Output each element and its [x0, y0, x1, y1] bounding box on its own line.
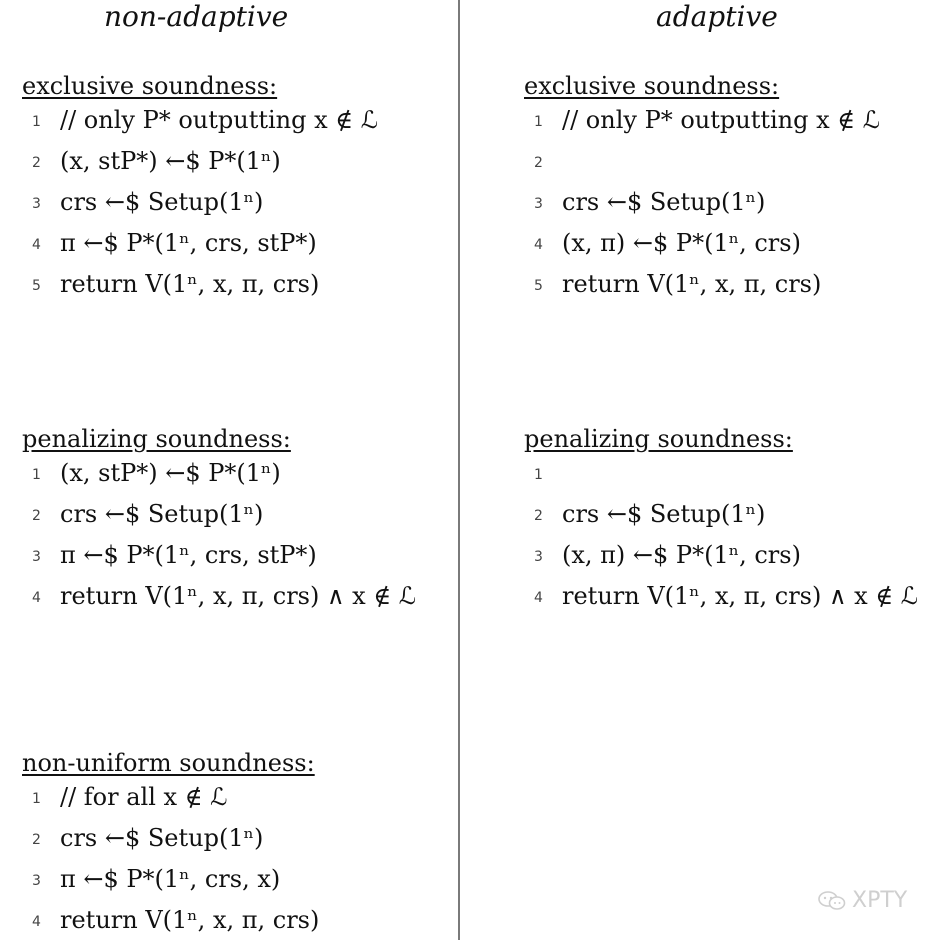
- code-text: (x, stP*) ←$ P*(1ⁿ): [60, 147, 281, 175]
- line-number: 1: [32, 791, 41, 807]
- code-text: return V(1ⁿ, x, π, crs): [60, 906, 320, 934]
- code-text: crs ←$ Setup(1ⁿ): [562, 500, 766, 528]
- code-line: [22, 141, 442, 182]
- right-exclusive-soundness: [524, 72, 944, 305]
- code-text: crs ←$ Setup(1ⁿ): [60, 188, 264, 216]
- code-line: [524, 100, 944, 141]
- line-number: 2: [534, 508, 543, 524]
- code-text: return V(1ⁿ, x, π, crs) ∧ x ∉ ℒ: [562, 582, 919, 610]
- code-text: // for all x ∉ ℒ: [60, 783, 228, 811]
- code-line: [524, 141, 944, 182]
- code-text: (x, stP*) ←$ P*(1ⁿ): [60, 459, 281, 487]
- code-line: [524, 264, 944, 305]
- code-lines: [22, 100, 442, 305]
- code-text: return V(1ⁿ, x, π, crs): [562, 270, 822, 298]
- code-text: return V(1ⁿ, x, π, crs) ∧ x ∉ ℒ: [60, 582, 417, 610]
- code-line: [22, 182, 442, 223]
- line-number: 4: [534, 237, 543, 253]
- code-text: (x, π) ←$ P*(1ⁿ, crs): [562, 541, 801, 569]
- right-penalizing-soundness: [524, 425, 944, 617]
- line-number: 2: [534, 155, 543, 171]
- watermark-text: XPTY: [852, 888, 908, 913]
- line-number: 4: [534, 590, 543, 606]
- line-number: 1: [32, 114, 41, 130]
- code-lines: [22, 453, 442, 617]
- code-text: return V(1ⁿ, x, π, crs): [60, 270, 320, 298]
- code-line: [22, 777, 442, 818]
- section-title: exclusive soundness:: [22, 72, 278, 100]
- left-exclusive-soundness: [22, 72, 442, 305]
- code-text: (x, π) ←$ P*(1ⁿ, crs): [562, 229, 801, 257]
- line-number: 1: [534, 467, 543, 483]
- line-number: 3: [534, 196, 543, 212]
- line-number: 2: [32, 508, 41, 524]
- code-text: // only P* outputting x ∉ ℒ: [60, 106, 378, 134]
- code-text: crs ←$ Setup(1ⁿ): [562, 188, 766, 216]
- line-number: 4: [32, 914, 41, 930]
- line-number: 3: [32, 549, 41, 565]
- line-number: 2: [32, 155, 41, 171]
- code-line: [22, 818, 442, 859]
- code-line: [22, 494, 442, 535]
- code-line: [524, 182, 944, 223]
- code-lines: [524, 100, 944, 305]
- wechat-icon: [818, 890, 846, 912]
- line-number: 3: [32, 196, 41, 212]
- code-line: [22, 223, 442, 264]
- line-number: 1: [32, 467, 41, 483]
- section-title: exclusive soundness:: [524, 72, 780, 100]
- code-lines: [22, 777, 442, 941]
- code-text: π ←$ P*(1ⁿ, crs, x): [60, 865, 281, 893]
- code-line: [22, 100, 442, 141]
- code-line: [22, 576, 442, 617]
- code-text: crs ←$ Setup(1ⁿ): [60, 824, 264, 852]
- column-title-adaptive: adaptive: [656, 0, 778, 33]
- line-number: 4: [32, 590, 41, 606]
- line-number: 4: [32, 237, 41, 253]
- left-nonuniform-soundness: [22, 749, 442, 941]
- code-text: // only P* outputting x ∉ ℒ: [562, 106, 880, 134]
- code-line: [22, 264, 442, 305]
- watermark: [818, 888, 907, 913]
- line-number: 1: [534, 114, 543, 130]
- code-line: [22, 453, 442, 494]
- left-penalizing-soundness: [22, 425, 442, 617]
- code-line: [524, 453, 944, 494]
- line-number: 5: [534, 278, 543, 294]
- column-title-non-adaptive: non-adaptive: [104, 0, 289, 33]
- code-text: π ←$ P*(1ⁿ, crs, stP*): [60, 541, 317, 569]
- code-line: [524, 494, 944, 535]
- section-title: penalizing soundness:: [524, 425, 793, 453]
- code-lines: [524, 453, 944, 617]
- line-number: 3: [534, 549, 543, 565]
- code-line: [524, 223, 944, 264]
- code-line: [22, 900, 442, 941]
- code-line: [22, 535, 442, 576]
- line-number: 5: [32, 278, 41, 294]
- code-line: [524, 535, 944, 576]
- section-title: non-uniform soundness:: [22, 749, 315, 777]
- code-text: crs ←$ Setup(1ⁿ): [60, 500, 264, 528]
- section-title: penalizing soundness:: [22, 425, 291, 453]
- code-text: π ←$ P*(1ⁿ, crs, stP*): [60, 229, 317, 257]
- line-number: 3: [32, 873, 41, 889]
- code-line: [22, 859, 442, 900]
- code-line: [524, 576, 944, 617]
- line-number: 2: [32, 832, 41, 848]
- column-divider: [458, 0, 460, 940]
